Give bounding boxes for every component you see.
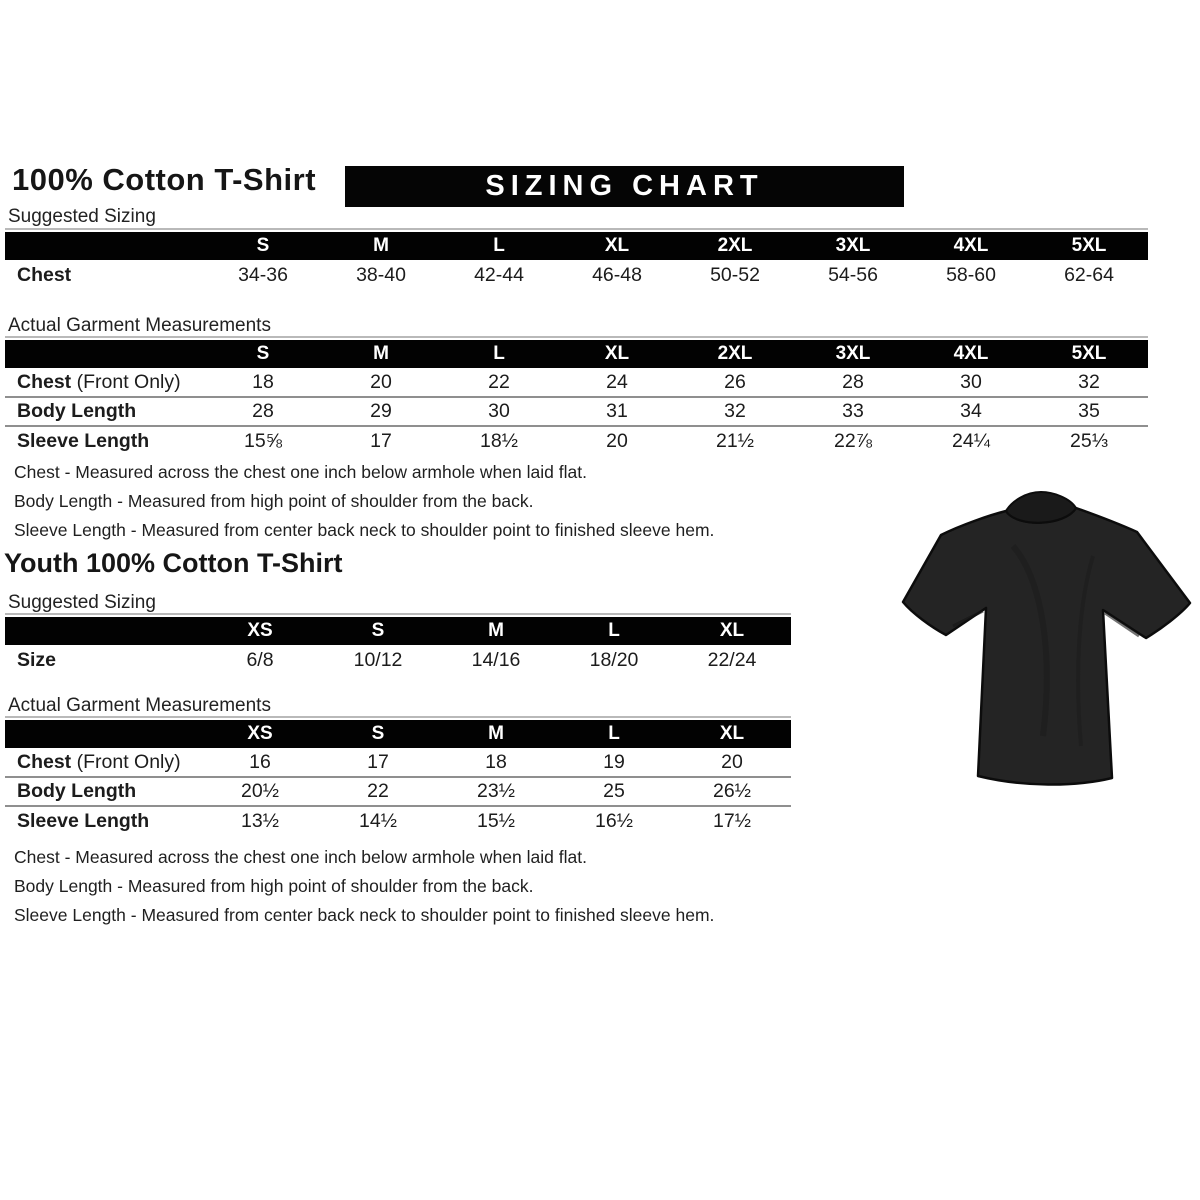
header-row <box>5 232 1148 260</box>
sizing-chart-banner <box>345 166 904 207</box>
measurement-cell: 18/20 <box>589 649 639 671</box>
size-col-header: M <box>437 720 555 748</box>
measurement-cell: 20 <box>721 750 743 773</box>
size-col-header: 4XL <box>912 232 1030 260</box>
size-col-header: S <box>204 340 322 368</box>
size-col-header: XL <box>673 617 791 645</box>
youth-suggested-sizing-label: Suggested Sizing <box>8 592 156 613</box>
youth-measurement-notes <box>14 843 714 930</box>
adult-suggested-sizing-table <box>5 228 1148 291</box>
size-col-header: L <box>440 340 558 368</box>
adult-actual-measurements-table <box>5 336 1148 455</box>
measurement-cell: 46-48 <box>592 264 642 286</box>
measurement-cell: 34 <box>912 397 1030 426</box>
youth-section-title: Youth 100% Cotton T-Shirt <box>4 548 343 578</box>
size-col-header: 3XL <box>794 340 912 368</box>
measurement-cell: 15⅝ <box>204 426 322 455</box>
measurement-cell: 22/24 <box>707 649 757 671</box>
empty-corner-cell <box>5 232 204 260</box>
measurement-cell: 58-60 <box>946 264 996 286</box>
measurement-cell: 16 <box>249 750 271 773</box>
measurement-cell: 16½ <box>555 806 673 835</box>
table-row-chest <box>5 748 791 777</box>
table-row <box>5 260 1148 291</box>
measurement-cell: 17 <box>322 426 440 455</box>
row-label-suffix: (Front Only) <box>71 750 181 773</box>
measurement-cell: 22 <box>488 370 510 393</box>
measurement-cell: 18½ <box>440 426 558 455</box>
size-col-header: M <box>437 617 555 645</box>
measurement-cell: 24¼ <box>912 426 1030 455</box>
measurement-cell: 62-64 <box>1064 264 1114 286</box>
measurement-cell: 17 <box>367 750 389 773</box>
measurement-cell: 38-40 <box>356 264 406 286</box>
measurement-cell: 22⅞ <box>794 426 912 455</box>
youth-suggested-sizing-table <box>5 613 791 676</box>
measurement-cell: 54-56 <box>828 264 878 286</box>
measurement-cell: 19 <box>603 750 625 773</box>
measurement-cell: 20½ <box>201 777 319 806</box>
measurement-cell: 32 <box>1078 370 1100 393</box>
size-col-header: XS <box>201 617 319 645</box>
size-col-header: L <box>555 720 673 748</box>
row-label: Body Length <box>5 777 201 806</box>
measurement-cell: 25⅓ <box>1030 426 1148 455</box>
size-col-header: S <box>319 617 437 645</box>
table-row-sleeve-length <box>5 426 1148 455</box>
measurement-cell: 13½ <box>201 806 319 835</box>
table-row-body-length <box>5 397 1148 426</box>
size-col-header: 5XL <box>1030 232 1148 260</box>
measurement-cell: 30 <box>440 397 558 426</box>
measurement-cell: 17½ <box>673 806 791 835</box>
measurement-cell: 28 <box>204 397 322 426</box>
black-tshirt-image <box>893 486 1199 808</box>
size-col-header: 3XL <box>794 232 912 260</box>
size-col-header: XL <box>558 340 676 368</box>
header-row <box>5 617 791 645</box>
table-row-size <box>5 645 791 676</box>
row-label <box>5 748 201 777</box>
measurement-cell: 14/16 <box>471 649 521 671</box>
youth-actual-measurements-label: Actual Garment Measurements <box>8 695 271 716</box>
size-col-header: M <box>322 340 440 368</box>
measurement-cell: 34-36 <box>238 264 288 286</box>
measurement-cell: 50-52 <box>710 264 760 286</box>
empty-corner-cell <box>5 720 201 748</box>
adult-measurement-notes <box>14 458 714 545</box>
measurement-cell: 30 <box>960 370 982 393</box>
measurement-cell: 22 <box>319 777 437 806</box>
measurement-cell: 33 <box>794 397 912 426</box>
row-label-suffix: (Front Only) <box>71 370 181 393</box>
row-label-main: Chest <box>17 750 72 773</box>
size-col-header: S <box>319 720 437 748</box>
header-row <box>5 720 791 748</box>
measurement-cell: 14½ <box>319 806 437 835</box>
measurement-cell: 26½ <box>673 777 791 806</box>
measurement-cell: 18 <box>485 750 507 773</box>
size-col-header: S <box>204 232 322 260</box>
row-label <box>5 368 204 397</box>
row-label: Size <box>17 649 57 671</box>
table-row-chest <box>5 368 1148 397</box>
empty-corner-cell <box>5 617 201 645</box>
size-col-header: XS <box>201 720 319 748</box>
measurement-cell: 26 <box>724 370 746 393</box>
page-title: 100% Cotton T-Shirt <box>12 162 317 197</box>
note-sleeve-length: Sleeve Length - Measured from center back neck to shoulder point to finished sleeve hem. <box>14 520 715 540</box>
measurement-cell: 6/8 <box>246 649 274 671</box>
header-row <box>5 340 1148 368</box>
measurement-cell: 24 <box>606 370 628 393</box>
size-col-header: XL <box>673 720 791 748</box>
measurement-cell: 35 <box>1030 397 1148 426</box>
measurement-cell: 31 <box>558 397 676 426</box>
size-col-header: L <box>440 232 558 260</box>
adult-actual-measurements-label: Actual Garment Measurements <box>8 315 271 336</box>
size-col-header: 2XL <box>676 232 794 260</box>
table-row-body-length <box>5 777 791 806</box>
size-col-header: 5XL <box>1030 340 1148 368</box>
row-label: Body Length <box>5 397 204 426</box>
measurement-cell: 25 <box>555 777 673 806</box>
measurement-cell: 42-44 <box>474 264 524 286</box>
sizing-chart-banner-text: SIZING CHART <box>485 170 764 202</box>
measurement-cell: 29 <box>322 397 440 426</box>
measurement-cell: 32 <box>676 397 794 426</box>
note-body-length: Body Length - Measured from high point of shoulder from the back. <box>14 491 534 511</box>
size-col-header: 4XL <box>912 340 1030 368</box>
measurement-cell: 23½ <box>437 777 555 806</box>
measurement-cell: 18 <box>252 370 274 393</box>
measurement-cell: 10/12 <box>353 649 403 671</box>
row-label: Sleeve Length <box>5 806 201 835</box>
size-col-header: 2XL <box>676 340 794 368</box>
note-sleeve-length: Sleeve Length - Measured from center back neck to shoulder point to finished sleeve hem. <box>14 905 715 925</box>
row-label-main: Chest <box>17 370 72 393</box>
note-chest: Chest - Measured across the chest one inch below armhole when laid flat. <box>14 462 587 482</box>
note-body-length: Body Length - Measured from high point of shoulder from the back. <box>14 876 534 896</box>
black-tshirt-svg <box>893 486 1199 808</box>
size-col-header: L <box>555 617 673 645</box>
youth-actual-measurements-table <box>5 716 791 835</box>
size-col-header: M <box>322 232 440 260</box>
measurement-cell: 20 <box>370 370 392 393</box>
measurement-cell: 28 <box>842 370 864 393</box>
size-col-header: XL <box>558 232 676 260</box>
row-label: Sleeve Length <box>5 426 204 455</box>
table-row-sleeve-length <box>5 806 791 835</box>
measurement-cell: 15½ <box>437 806 555 835</box>
empty-corner-cell <box>5 340 204 368</box>
measurement-cell: 20 <box>558 426 676 455</box>
adult-suggested-sizing-label: Suggested Sizing <box>8 206 156 227</box>
measurement-cell: 21½ <box>676 426 794 455</box>
row-label: Chest <box>17 264 72 286</box>
note-chest: Chest - Measured across the chest one inch below armhole when laid flat. <box>14 847 587 867</box>
